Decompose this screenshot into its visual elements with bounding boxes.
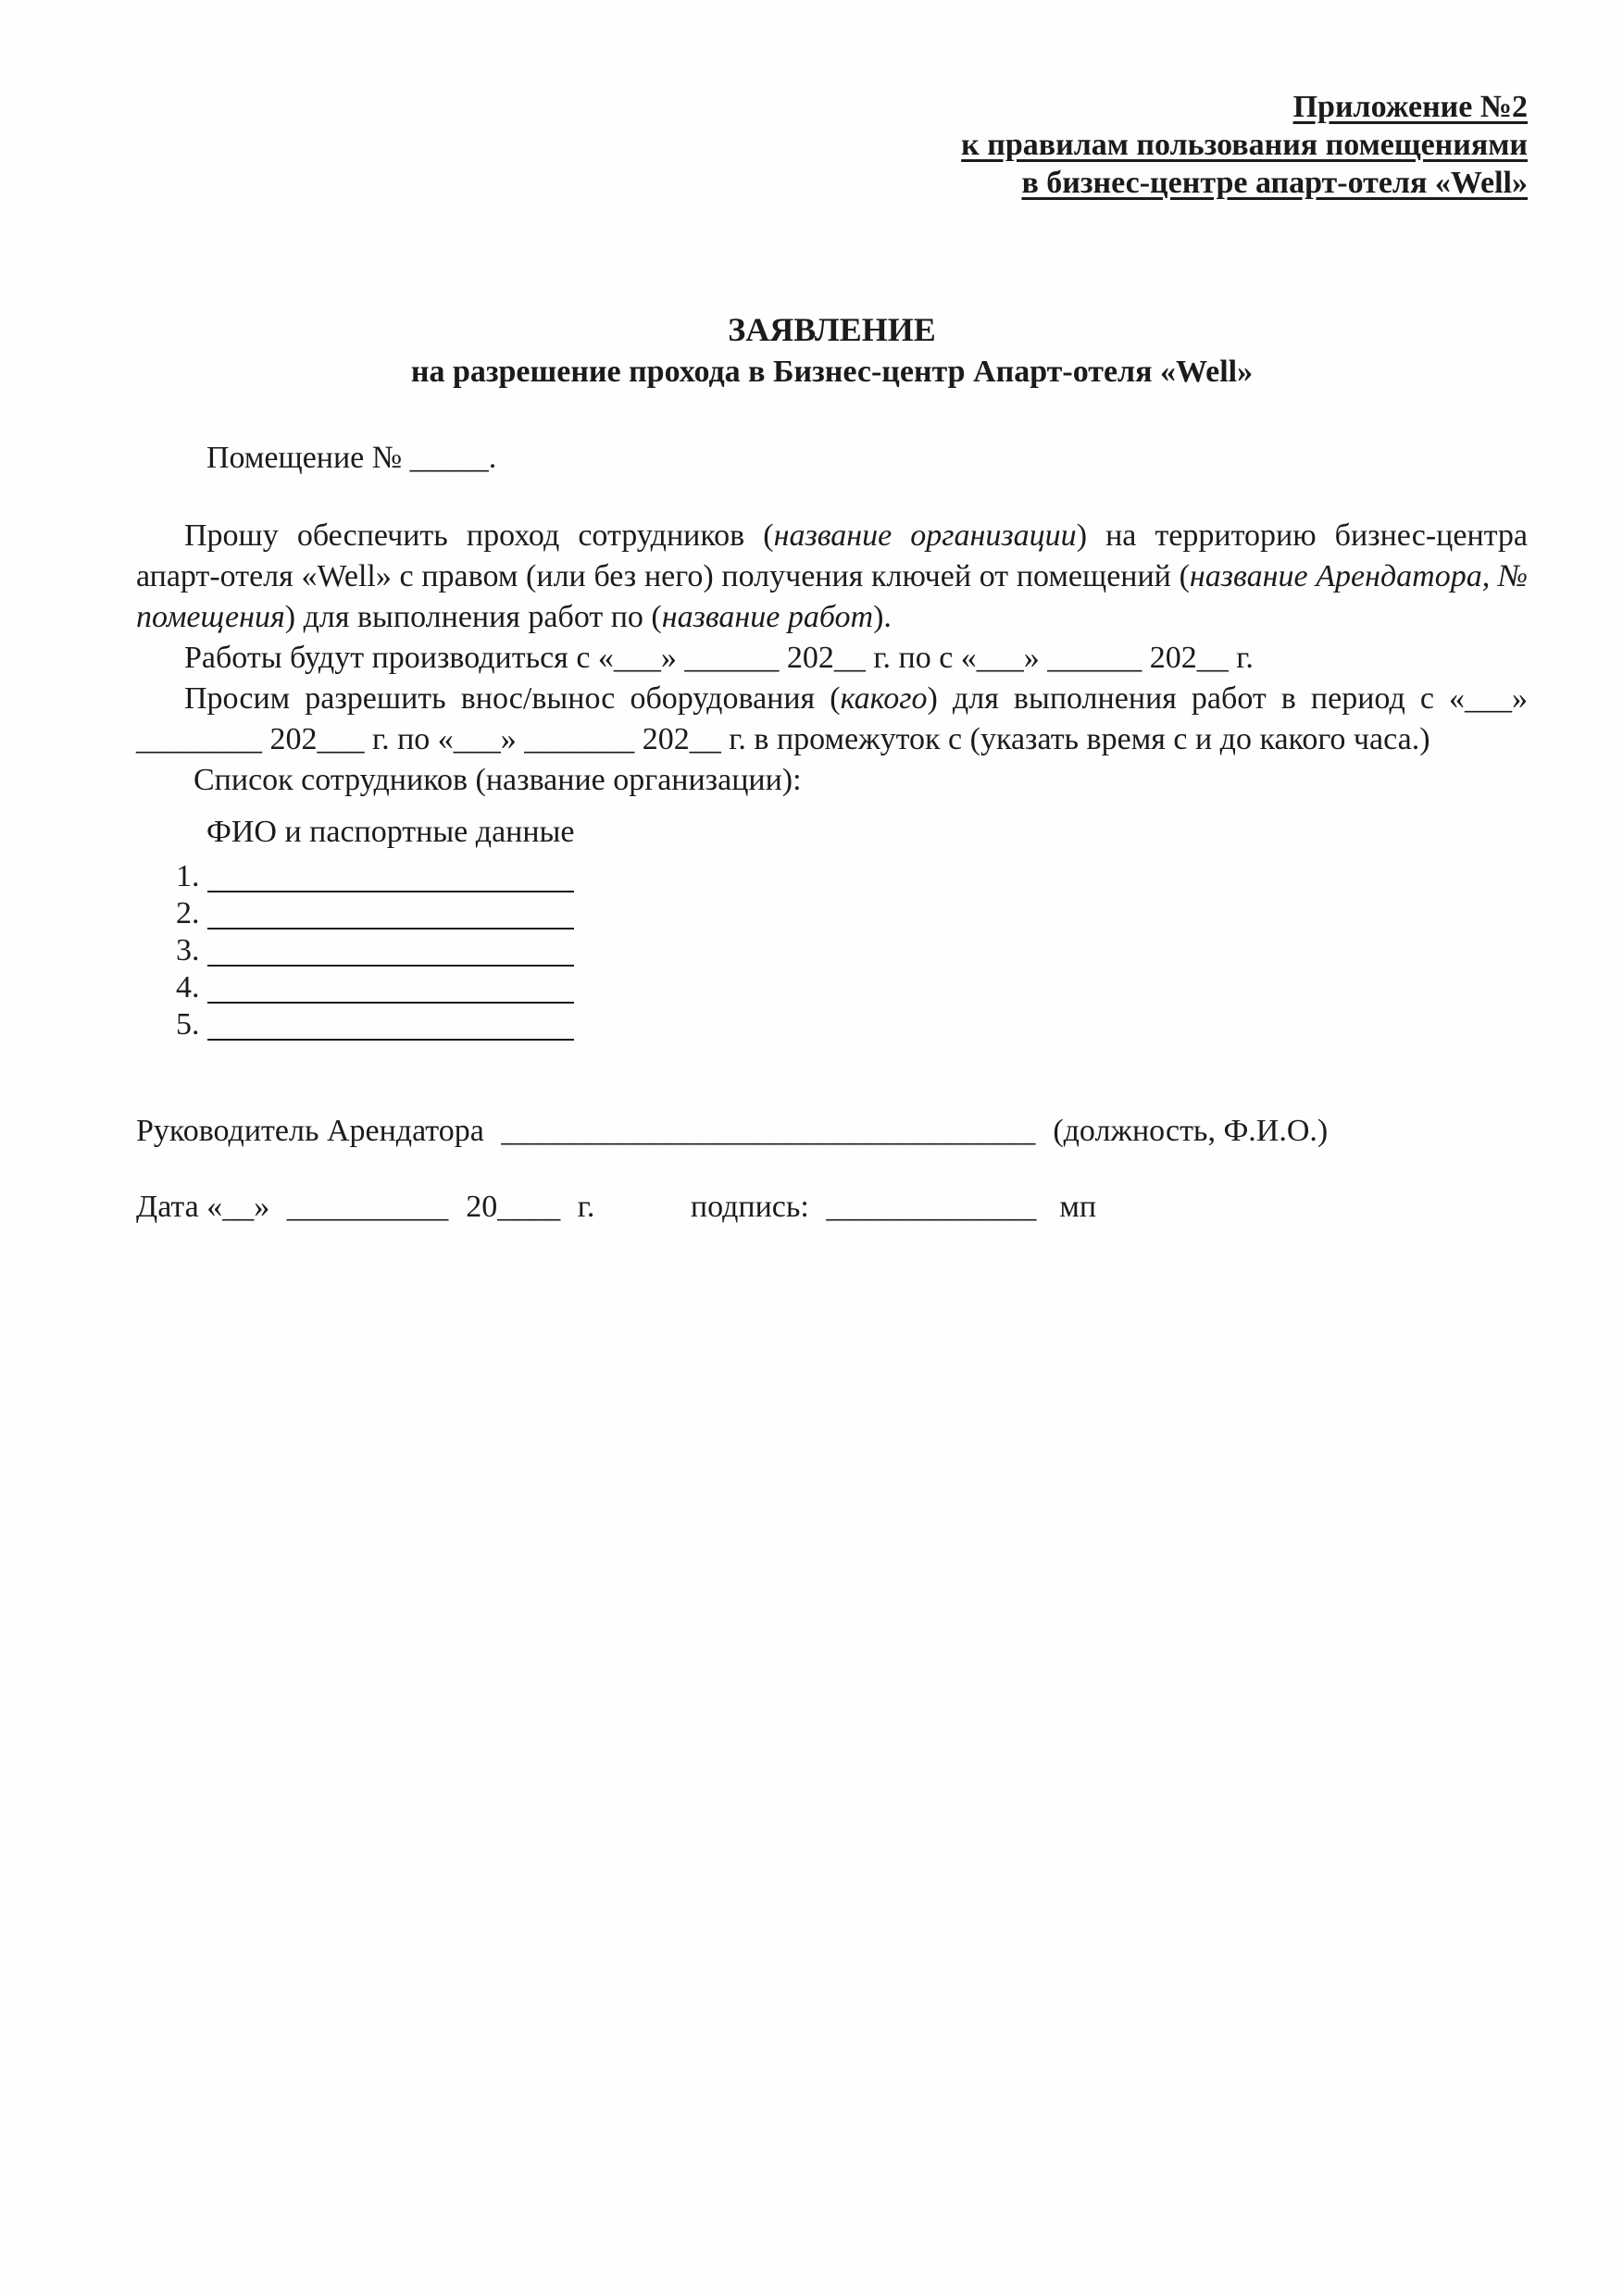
date-label: Дата «__»: [136, 1190, 270, 1224]
seal-label: мп: [1059, 1190, 1097, 1224]
employee-blank-line: [207, 932, 574, 967]
access-request-paragraph: Прошу обеспечить проход сотрудников (название организации) на территорию бизнес-центра апарт-отеля «Well» с правом (или без него) получения ключей от помещений (название Арендатора, № помещения) для выполнения работ по (название работ).: [136, 518, 1529, 634]
form-subtitle: на разрешение прохода в Бизнес-центр Апарт-отеля «Well»: [410, 355, 1254, 389]
employee-list: [136, 858, 1528, 1043]
employee-row-number: 5.: [176, 1007, 200, 1042]
employee-row-number: 1.: [176, 859, 200, 893]
employee-row: [176, 1006, 1528, 1043]
employee-blank-line: [207, 858, 574, 892]
employee-list-heading: ФИО и паспортные данные: [206, 815, 575, 849]
employee-row: [176, 895, 1528, 932]
employee-row: [176, 969, 1528, 1006]
appendix-number: Приложение №2: [1292, 90, 1528, 124]
appendix-hotel-reference: в бизнес-центре апарт-отеля «Well»: [1021, 166, 1528, 200]
leader-signature-blank: _________________________________: [501, 1114, 1036, 1148]
date-year-suffix: г.: [577, 1190, 595, 1224]
employee-row-number: 4.: [176, 970, 200, 1004]
leader-position-hint: (должность, Ф.И.О.): [1053, 1114, 1329, 1148]
signature-blank: _____________: [826, 1190, 1037, 1224]
appendix-header: [136, 88, 1528, 202]
equipment-request-paragraph: Просим разрешить внос/вынос оборудования (какого) для выполнения работ в период с «___» ________ 202___ г. по «___» _______ 202__ г. в промежуток с (указать время с и до какого часа.): [136, 681, 1528, 756]
leader-signature-line: [136, 1110, 1528, 1153]
employee-row-number: 2.: [176, 896, 200, 930]
date-month-blank: __________: [286, 1190, 449, 1224]
appendix-rules-reference: к правилам пользования помещениями: [961, 128, 1528, 162]
form-title: ЗАЯВЛЕНИЕ: [728, 311, 936, 348]
employee-row-number: 3.: [176, 933, 200, 967]
employee-blank-line: [207, 895, 574, 930]
works-period-line: Работы будут производиться с «___» ______ 202__ г. по с «___» ______ 202__ г.: [184, 641, 1254, 675]
signature-label: подпись:: [690, 1190, 809, 1224]
employee-row: [176, 858, 1528, 895]
employee-blank-line: [207, 1006, 574, 1041]
date-year-prefix: 20____: [466, 1190, 561, 1224]
room-number-line: Помещение № _____.: [206, 441, 497, 475]
employee-blank-line: [207, 969, 574, 1004]
leader-label: Руководитель Арендатора: [136, 1114, 484, 1148]
employee-row: [176, 932, 1528, 969]
date-signature-line: [136, 1186, 1528, 1229]
employee-list-intro: Список сотрудников (название организации):: [194, 763, 802, 797]
